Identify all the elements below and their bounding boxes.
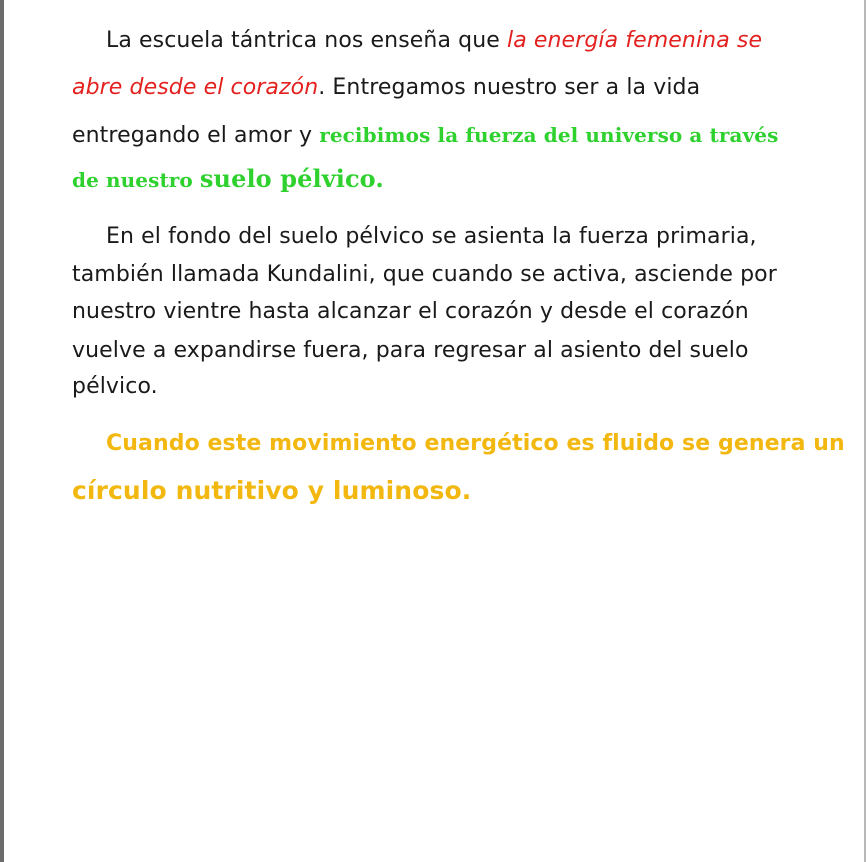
highlight-red-text: la energía femenina se — [506, 28, 763, 53]
highlight-green-text: de nuestro — [72, 168, 200, 192]
paragraph-3-line-2: círculo nutritivo y luminoso. — [72, 476, 472, 505]
paragraph-1-line-2 — [72, 73, 700, 103]
paragraph-1-line-4 — [72, 164, 384, 196]
paragraph-1-text: La escuela tántrica nos enseña que — [106, 28, 507, 53]
highlight-green-large-text: suelo pélvico. — [199, 164, 384, 193]
paragraph-1-text: entregando el amor y — [72, 123, 320, 148]
paragraph-2-line-5: pélvico. — [72, 374, 158, 399]
paragraph-2-line-2: también llamada Kundalini, que cuando se activa, asciende por — [72, 262, 777, 287]
paragraph-1-text: . Entregamos nuestro ser a la vida — [318, 75, 701, 100]
highlight-red-text: abre desde el corazón — [72, 75, 319, 100]
paragraph-3-line-1: Cuando este movimiento energético es fluido se genera un — [106, 431, 845, 456]
paragraph-1-line-3 — [72, 120, 779, 151]
paragraph-2-line-3: nuestro vientre hasta alcanzar el corazón y desde el corazón — [72, 299, 749, 324]
paragraph-2-line-4: vuelve a expandirse fuera, para regresar al asiento del suelo — [72, 338, 749, 363]
paragraph-1-line-1 — [106, 26, 762, 56]
paragraph-2-line-1: En el fondo del suelo pélvico se asienta la fuerza primaria, — [106, 224, 757, 249]
highlight-green-text: recibimos la fuerza del universo a través — [319, 123, 779, 147]
